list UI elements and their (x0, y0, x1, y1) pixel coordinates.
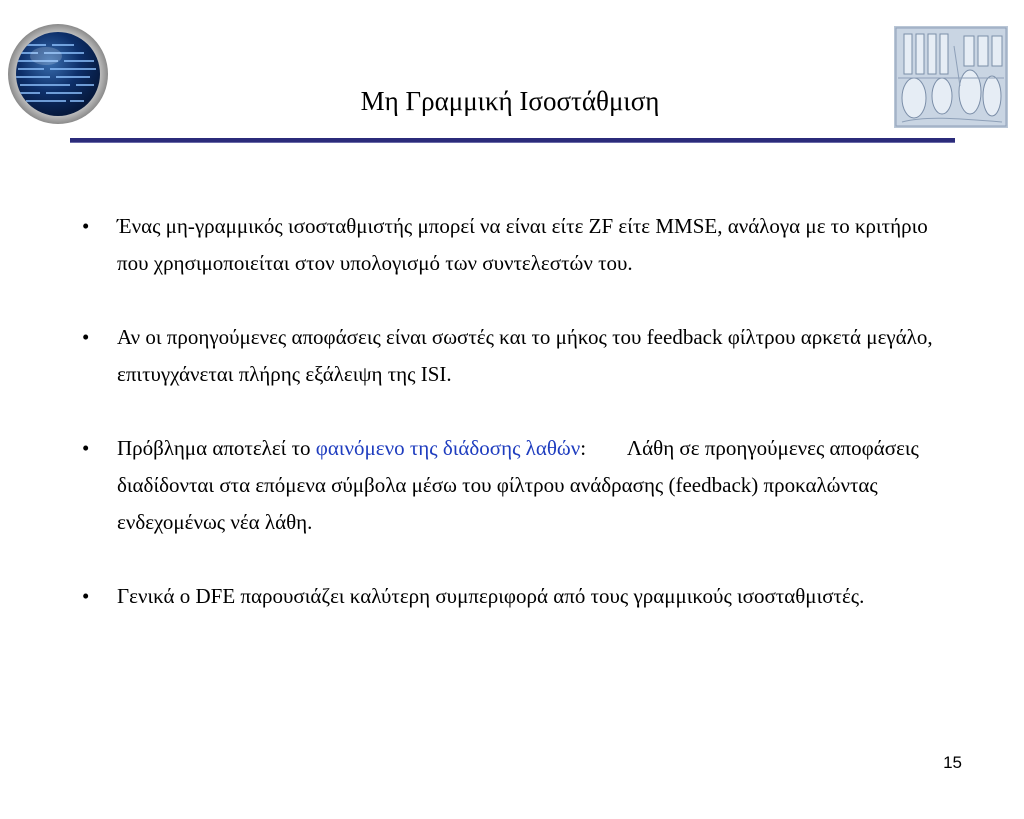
bullet-text: Γενικά ο DFE παρουσιάζει καλύτερη συμπεριφορά από τους γραμμικούς ισοσταθμιστές. (117, 584, 865, 608)
title-divider (70, 138, 955, 143)
bullet-glyph: • (82, 584, 90, 608)
bullet-glyph: • (82, 325, 90, 349)
bullet-glyph: • (82, 436, 90, 460)
bullet-item (80, 430, 960, 541)
bullet-text-end: : Λάθη σε προηγούμενες αποφάσεις διαδίδονται στα επόμενα σύμβολα μέσω του φίλτρου ανάδρασης (feedback) προκαλώντας ενδεχομένως νέα λάθη. (117, 436, 925, 534)
bullet-item (80, 208, 960, 282)
page-number: 15 (943, 753, 962, 772)
bullet-text: Αν οι προηγούμενες αποφάσεις είναι σωστές και το μήκος του feedback φίλτρου αρκετά μεγάλο, επιτυγχάνεται πλήρης εξάλειψη της ISI. (117, 325, 933, 386)
highlighted-term: φαινόμενο της διάδοσης λαθών (315, 436, 581, 460)
bullet-list (80, 208, 960, 615)
globe-data-logo-icon (6, 22, 110, 126)
bullet-text: Ένας μη-γραμμικός ισοσταθμιστής μπορεί να είναι είτε ZF είτε MMSE, ανάλογα με το κριτήριο που χρησιμοποιείται στον υπολογισμό των συντελεστών του. (117, 214, 928, 275)
bullet-glyph: • (82, 214, 90, 238)
bullet-text-start: Πρόβλημα αποτελεί το (117, 436, 316, 460)
bullet-item (80, 319, 960, 393)
bullet-item (80, 578, 960, 615)
slide-title: Μη Γραμμική Ισοστάθμιση (360, 86, 660, 116)
stone-relief-image (894, 26, 1008, 128)
